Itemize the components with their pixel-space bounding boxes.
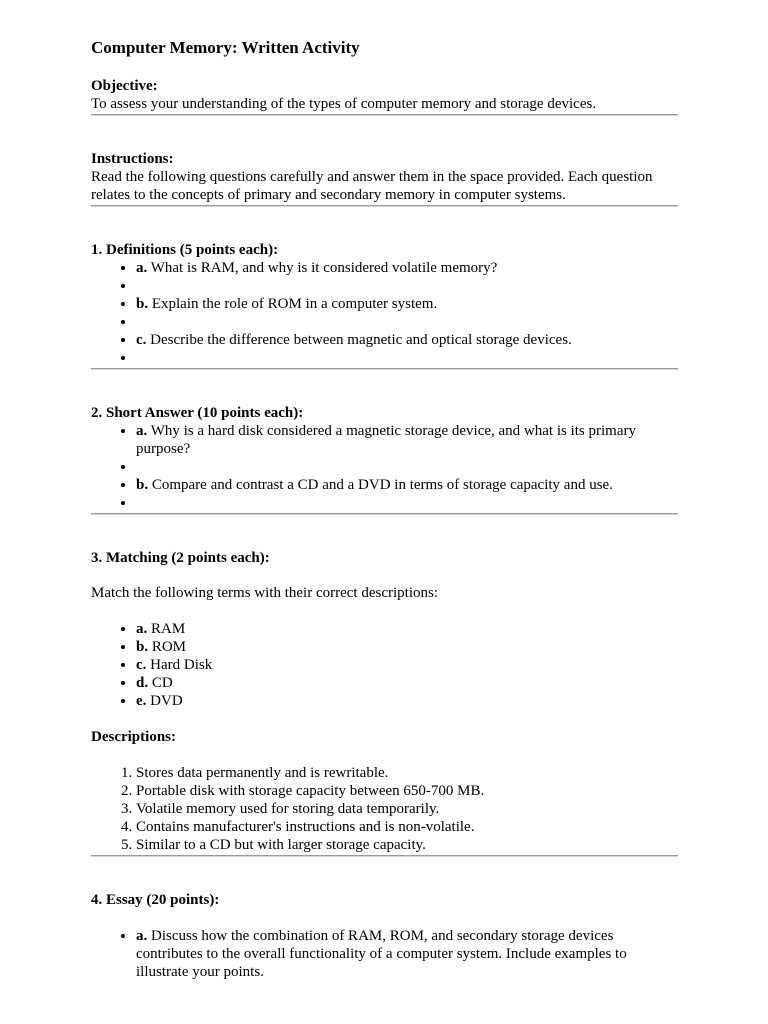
- question-text: Explain the role of ROM in a computer system.: [148, 296, 438, 312]
- term-text: Hard Disk: [146, 657, 213, 673]
- question-letter: c.: [136, 332, 147, 348]
- description-item: 1. Stores data permanently and is rewritable.: [136, 764, 678, 782]
- question-text: Compare and contrast a CD and a DVD in terms of storage capacity and use.: [148, 477, 613, 493]
- question-item: [136, 295, 678, 313]
- term-letter: a.: [136, 621, 148, 637]
- question-letter: a.: [136, 928, 148, 944]
- page-title: Computer Memory: Written Activity: [91, 38, 360, 57]
- description-item: 4. Contains manufacturer's instructions and is non-volatile.: [136, 818, 678, 836]
- description-item: 3. Volatile memory used for storing data temporarily.: [136, 800, 678, 818]
- question-letter: a.: [136, 260, 148, 276]
- answer-space[interactable]: [136, 313, 678, 331]
- description-item: 2. Portable disk with storage capacity between 650-700 MB.: [136, 782, 678, 800]
- question-item: [136, 476, 678, 494]
- description-item: 5. Similar to a CD but with larger storage capacity.: [136, 836, 678, 854]
- instructions-label: Instructions:: [91, 151, 174, 167]
- term-text: DVD: [146, 693, 183, 709]
- essay-heading: 4. Essay (20 points):: [91, 892, 220, 908]
- objective-label: Objective:: [91, 78, 158, 94]
- term-letter: d.: [136, 675, 149, 691]
- question-letter: b.: [136, 477, 149, 493]
- definitions-heading: 1. Definitions (5 points each):: [91, 242, 279, 258]
- matching-heading: 3. Matching (2 points each):: [91, 550, 270, 566]
- objective-text: To assess your understanding of the types of computer memory and storage devices.: [91, 96, 597, 112]
- question-text: What is RAM, and why is it considered volatile memory?: [147, 260, 498, 276]
- term-text: ROM: [148, 639, 187, 655]
- descriptions-label: Descriptions:: [91, 729, 176, 745]
- instructions-text: Read the following questions carefully and answer them in the space provided. Each question relates to the concepts of primary and secondary memory in computer systems.: [91, 169, 653, 203]
- term-text: RAM: [147, 621, 186, 637]
- question-item: [136, 927, 678, 981]
- short-answer-heading: 2. Short Answer (10 points each):: [91, 405, 304, 421]
- term-letter: c.: [136, 657, 147, 673]
- answer-space[interactable]: [136, 494, 678, 512]
- answer-space[interactable]: [136, 277, 678, 295]
- term-letter: e.: [136, 693, 147, 709]
- term-text: CD: [148, 675, 173, 691]
- short-answer-list: [91, 422, 678, 512]
- question-text: Why is a hard disk considered a magnetic storage device, and what is its primary purpose?: [136, 423, 636, 457]
- question-text: Discuss how the combination of RAM, ROM, and secondary storage devices contributes to the overall functionality of a computer system. Include examples to illustrate your points.: [136, 928, 627, 980]
- question-item: [136, 422, 678, 458]
- essay-list: [91, 927, 678, 981]
- matching-terms-list: [91, 620, 678, 710]
- question-letter: b.: [136, 296, 149, 312]
- question-item: [136, 259, 678, 277]
- term-item: [136, 620, 678, 638]
- definitions-list: [91, 259, 678, 367]
- answer-space[interactable]: [136, 458, 678, 476]
- term-item: [136, 674, 678, 692]
- term-item: [136, 656, 678, 674]
- descriptions-list: [91, 764, 678, 854]
- matching-intro: Match the following terms with their correct descriptions:: [91, 585, 438, 601]
- question-item: [136, 331, 678, 349]
- term-item: [136, 638, 678, 656]
- question-letter: a.: [136, 423, 148, 439]
- term-item: [136, 692, 678, 710]
- question-text: Describe the difference between magnetic and optical storage devices.: [146, 332, 572, 348]
- document-page: [91, 38, 678, 981]
- term-letter: b.: [136, 639, 149, 655]
- answer-space[interactable]: [136, 349, 678, 367]
